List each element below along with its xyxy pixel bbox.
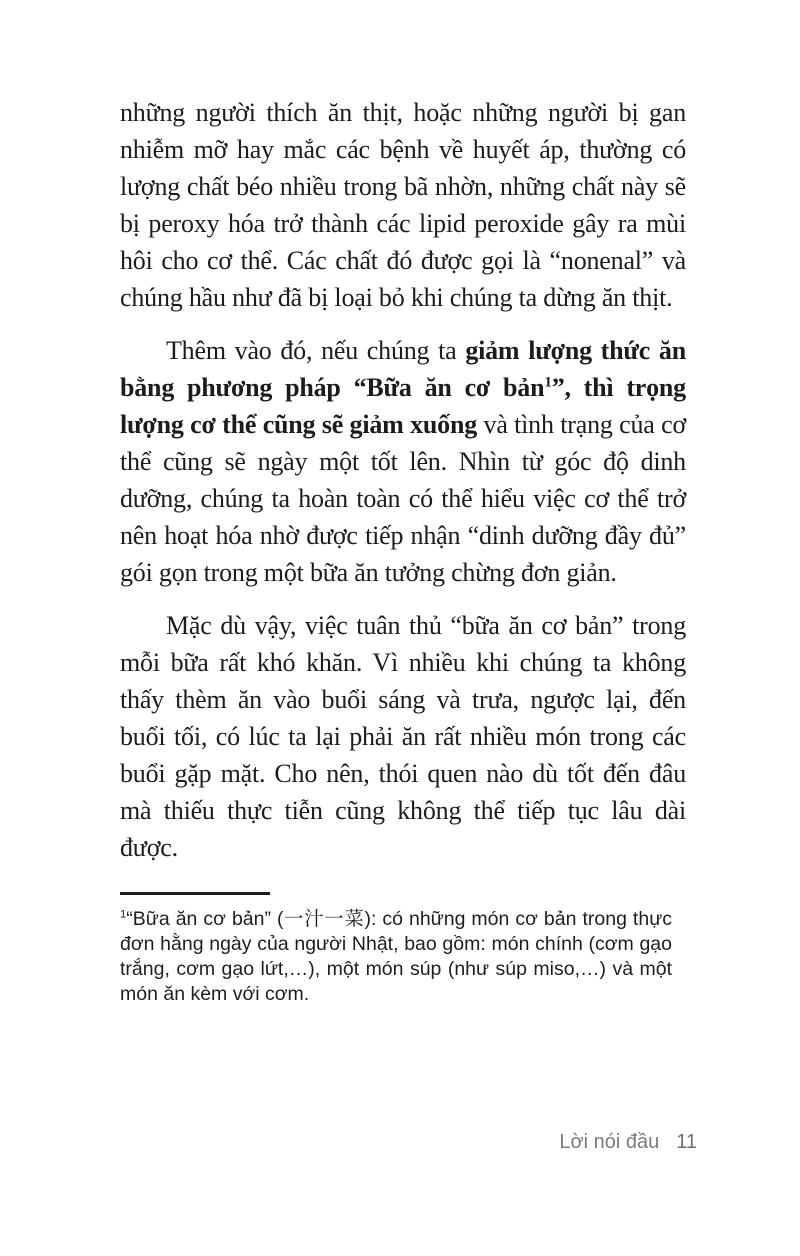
footnote-separator-rule	[120, 892, 270, 895]
page-content	[120, 94, 686, 1007]
footnote-text: $^1$“Bữa ăn cơ bản” (一汁一菜): có những món cơ bản trong thực đơn hằng ngày của người Nhật, bao gồm: món chính (cơm gạo trắng, cơm gạo lứt,…), một món súp (như súp miso,…) và một món ăn kèm với cơm.	[120, 908, 672, 1005]
body-paragraph-3: Mặc dù vậy, việc tuân thủ “bữa ăn cơ bản” trong mỗi bữa rất khó khăn. Vì nhiều khi chúng ta không thấy thèm ăn vào buổi sáng và trưa, ngược lại, đến buổi tối, có lúc ta lại phải ăn rất nhiều món trong các buổi gặp mặt. Cho nên, thói quen nào dù tốt đến đâu mà thiếu thực tiễn cũng không thể tiếp tục lâu dài được.	[120, 611, 686, 862]
footer-section-title: Lời nói đầu	[559, 1131, 660, 1153]
body-paragraph-2: Thêm vào đó, nếu chúng ta giảm lượng thức ăn bằng phương pháp “Bữa ăn cơ bản$^1$”, thì trọng lượng cơ thể cũng sẽ giảm xuống và tình trạng của cơ thể cũng sẽ ngày một tốt lên. Nhìn từ góc độ dinh dưỡng, chúng ta hoàn toàn có thể hiểu việc cơ thể trở nên hoạt hóa nhờ được tiếp nhận “dinh dưỡng đầy đủ” gói gọn trong một bữa ăn tưởng chừng đơn giản.	[120, 336, 686, 587]
body-paragraph-1: những người thích ăn thịt, hoặc những người bị gan nhiễm mỡ hay mắc các bệnh về huyết áp, thường có lượng chất béo nhiều trong bã nhờn, những chất này sẽ bị peroxy hóa trở thành các lipid peroxide gây ra mùi hôi cho cơ thể. Các chất đó được gọi là “nonenal” và chúng hầu như đã bị loại bỏ khi chúng ta dừng ăn thịt.	[120, 98, 686, 312]
page-footer	[559, 1131, 697, 1154]
footer-page-number: 11	[676, 1131, 697, 1153]
